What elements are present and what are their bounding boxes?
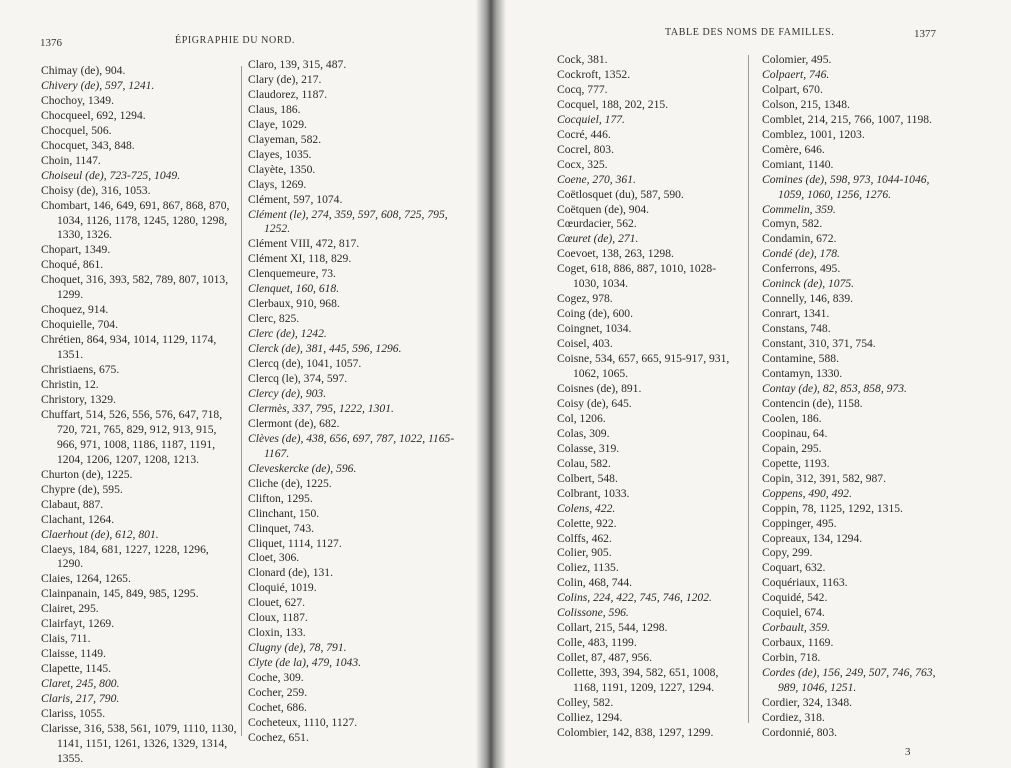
index-entry: Clary (de), 217.	[248, 72, 322, 86]
index-entry: Coisne, 534, 657, 665, 915-917, 931, 1062, 1065.	[557, 352, 730, 381]
index-entry: Cock, 381.	[557, 53, 608, 66]
index-entry: Chocquet, 343, 848.	[41, 138, 135, 152]
index-entry: Coene, 270, 361.	[557, 172, 636, 186]
index-entry: Chimay (de), 904.	[41, 64, 126, 77]
index-entry: Colin, 468, 744.	[557, 576, 633, 590]
index-entry: Coëtlosquet (du), 587, 590.	[557, 187, 684, 201]
index-entry: Contamyn, 1330.	[762, 367, 843, 381]
index-entry: Coquart, 632.	[762, 561, 826, 575]
index-entry: Comère, 646.	[762, 142, 825, 156]
index-entry: Choquet, 316, 393, 582, 789, 807, 1013, 1299.	[41, 273, 229, 302]
index-entry: Choin, 1147.	[41, 153, 101, 167]
index-entry: Contamine, 588.	[762, 352, 839, 366]
index-entry: Coget, 618, 886, 887, 1010, 1028-1030, 1034.	[557, 262, 717, 291]
index-entry: Claeys, 184, 681, 1227, 1228, 1296, 1290.	[41, 542, 209, 571]
index-entry: Clifton, 1295.	[248, 491, 313, 505]
index-entry: Claisse, 1149.	[41, 647, 106, 661]
index-entry: Chypre (de), 595.	[41, 482, 123, 496]
index-entry: Coppinger, 495.	[762, 516, 837, 530]
index-entry: Condamin, 672.	[762, 232, 837, 246]
index-entry: Clarisse, 316, 538, 561, 1079, 1110, 1130, 1141, 1151, 1261, 1326, 1329, 1314, 1355.	[41, 721, 237, 765]
index-entry: Clercy (de), 903.	[248, 386, 327, 400]
index-entry: Clachant, 1264.	[41, 512, 115, 526]
index-entry: Claro, 139, 315, 487.	[248, 58, 347, 71]
index-entry: Col, 1206.	[557, 411, 606, 425]
index-entry: Contencin (de), 1158.	[762, 396, 863, 410]
index-entry: Clément VIII, 472, 817.	[248, 237, 360, 251]
index-entry: Cleveskercke (de), 596.	[248, 461, 357, 475]
index-entry: Christory, 1329.	[41, 392, 116, 406]
index-entry: Coppin, 78, 1125, 1292, 1315.	[762, 501, 903, 515]
index-entry: Chrétien, 864, 934, 1014, 1129, 1174, 1351.	[41, 333, 217, 362]
book-gutter	[476, 0, 506, 768]
index-entry: Comblet, 214, 215, 766, 1007, 1198.	[762, 112, 932, 126]
index-entry: Coopinau, 64.	[762, 426, 828, 440]
index-entry: Coisel, 403.	[557, 337, 613, 351]
index-entry: Clément (le), 274, 359, 597, 608, 725, 795, 1252.	[248, 207, 448, 236]
index-entry: Colombier, 142, 838, 1297, 1299.	[557, 725, 714, 739]
index-entry: Corbin, 718.	[762, 651, 821, 665]
index-entry: Clermès, 337, 795, 1222, 1301.	[248, 401, 394, 415]
index-entry: Clerc (de), 1242.	[248, 327, 327, 341]
index-entry: Clabaut, 887.	[41, 497, 104, 511]
index-entry: Chopart, 1349.	[41, 243, 111, 257]
index-entry: Cocheteux, 1110, 1127.	[248, 715, 358, 729]
index-entry: Coevoet, 138, 263, 1298.	[557, 247, 674, 261]
running-header-left: ÉPIGRAPHIE DU NORD.	[175, 35, 296, 46]
index-entry: Cocré, 446.	[557, 127, 611, 141]
index-entry: Cloquié, 1019.	[248, 581, 317, 595]
index-entry: Clément, 597, 1074.	[248, 192, 343, 206]
index-entry: Colley, 582.	[557, 695, 614, 709]
index-entry: Contay (de), 82, 853, 858, 973.	[762, 381, 907, 395]
index-entry: Cliche (de), 1225.	[248, 476, 332, 490]
index-entry: Clèves (de), 438, 656, 697, 787, 1022, 1165-1167.	[248, 431, 455, 460]
index-entry: Copreaux, 134, 1294.	[762, 531, 863, 545]
index-entry: Copin, 312, 391, 582, 987.	[762, 471, 886, 485]
index-entry: Cordes (de), 156, 249, 507, 746, 763, 989, 1046, 1251.	[762, 666, 936, 695]
index-entry: Coingnet, 1034.	[557, 322, 632, 336]
index-entry: Colpart, 670.	[762, 82, 823, 96]
index-entry: Clenquemeure, 73.	[248, 267, 336, 281]
index-entry: Clinquet, 743.	[248, 521, 315, 535]
index-entry: Colissone, 596.	[557, 606, 629, 620]
index-entry: Comiant, 1140.	[762, 157, 834, 171]
index-entry: Corbault, 359.	[762, 621, 830, 635]
index-entry: Colffs, 462.	[557, 531, 612, 545]
index-entry: Colier, 905.	[557, 546, 612, 560]
index-entry: Clais, 711.	[41, 632, 91, 646]
index-entry: Colle, 483, 1199.	[557, 636, 637, 650]
index-entry: Colette, 922.	[557, 516, 617, 530]
index-entry: Clugny (de), 78, 791.	[248, 641, 347, 655]
index-entry: Clouet, 627.	[248, 596, 306, 610]
index-entry: Cloxin, 133.	[248, 626, 306, 640]
index-entry: Clairet, 295.	[41, 602, 99, 616]
index-entry: Colins, 224, 422, 745, 746, 1202.	[557, 591, 712, 605]
index-entry: Colpaert, 746.	[762, 67, 830, 81]
index-entry: Clayète, 1350.	[248, 162, 316, 176]
index-entry: Christin, 12.	[41, 378, 99, 392]
index-entry: Clariss, 1055.	[41, 706, 106, 720]
running-header-right: TABLE DES NOMS DE FAMILLES.	[665, 27, 835, 38]
index-entry: Churton (de), 1225.	[41, 467, 133, 481]
column-rule-right	[748, 55, 749, 723]
index-entry: Clinchant, 150.	[248, 506, 320, 520]
index-entry: Cordonnié, 803.	[762, 725, 838, 739]
index-entry: Clermont (de), 682.	[248, 416, 340, 430]
index-entry: Cogez, 978.	[557, 292, 613, 306]
index-entry: Cocher, 259.	[248, 686, 308, 700]
index-column-left-1	[41, 64, 237, 767]
index-entry: Choisy (de), 316, 1053.	[41, 183, 151, 197]
index-column-right-1	[557, 53, 742, 741]
index-entry: Coolen, 186.	[762, 411, 822, 425]
index-entry: Coppens, 490, 492.	[762, 486, 852, 500]
index-entry: Coquidé, 542.	[762, 591, 828, 605]
index-entry: Clays, 1269.	[248, 177, 307, 191]
index-entry: Claret, 245, 800.	[41, 677, 120, 691]
index-entry: Chombart, 146, 649, 691, 867, 868, 870, 1034, 1126, 1178, 1245, 1280, 1298, 1330, 1326.	[41, 198, 230, 242]
index-entry: Coisy (de), 645.	[557, 396, 632, 410]
index-entry: Coquériaux, 1163.	[762, 576, 848, 590]
index-entry: Cocq, 777.	[557, 82, 608, 96]
index-entry: Cockroft, 1352.	[557, 67, 631, 81]
index-entry: Coche, 309.	[248, 671, 304, 685]
index-entry: Coquiel, 674.	[762, 606, 825, 620]
index-entry: Constans, 748.	[762, 322, 831, 336]
index-entry: Coisnes (de), 891.	[557, 381, 642, 395]
index-entry: Cliquet, 1114, 1127.	[248, 536, 342, 550]
index-entry: Connelly, 146, 839.	[762, 292, 854, 306]
index-entry: Choqué, 861.	[41, 258, 104, 272]
index-entry: Clercq (de), 1041, 1057.	[248, 357, 362, 371]
index-entry: Chuffart, 514, 526, 556, 576, 647, 718, 720, 721, 765, 829, 912, 913, 915, 966, 971, 1008, 1186, 1187, 1191, 1204, 1206, 1207, 1208, 1213.	[41, 407, 223, 466]
page-number-left: 1376	[40, 37, 62, 49]
index-entry: Corbaux, 1169.	[762, 636, 834, 650]
index-entry: Cordiez, 318.	[762, 710, 825, 724]
index-entry: Comblez, 1001, 1203.	[762, 127, 865, 141]
signature-mark: 3	[905, 746, 911, 758]
index-entry: Cocrel, 803.	[557, 142, 614, 156]
index-entry: Clyte (de la), 479, 1043.	[248, 656, 362, 670]
index-entry: Chocquel, 506.	[41, 123, 112, 137]
index-entry: Conferrons, 495.	[762, 262, 841, 276]
index-entry: Coing (de), 600.	[557, 307, 633, 321]
index-entry: Clayeman, 582.	[248, 132, 322, 146]
index-entry: Conrart, 1341.	[762, 307, 830, 321]
index-entry: Chochoy, 1349.	[41, 93, 114, 107]
index-entry: Colasse, 319.	[557, 441, 620, 455]
index-entry: Choiseul (de), 723-725, 1049.	[41, 168, 181, 182]
index-entry: Chivery (de), 597, 1241.	[41, 78, 155, 92]
index-entry: Colomier, 495.	[762, 53, 832, 66]
index-entry: Clapette, 1145.	[41, 662, 112, 676]
index-entry: Clément XI, 118, 829.	[248, 252, 352, 266]
index-entry: Claus, 186.	[248, 102, 301, 116]
index-entry: Cœuret (de), 271.	[557, 232, 639, 246]
index-entry: Clairfayt, 1269.	[41, 617, 115, 631]
index-entry: Chocqueel, 692, 1294.	[41, 108, 146, 122]
index-entry: Cocx, 325.	[557, 157, 608, 171]
index-entry: Colson, 215, 1348.	[762, 97, 850, 111]
index-entry: Colliez, 1294.	[557, 710, 623, 724]
index-entry: Clenquet, 160, 618.	[248, 282, 340, 296]
index-entry: Clercq (le), 374, 597.	[248, 372, 348, 386]
index-entry: Cochez, 651.	[248, 730, 309, 744]
index-entry: Christiaens, 675.	[41, 363, 120, 377]
index-column-right-2	[762, 53, 948, 741]
index-entry: Cochet, 686.	[248, 700, 307, 714]
index-entry: Coninck (de), 1075.	[762, 277, 855, 291]
index-entry: Cloux, 1187.	[248, 611, 308, 625]
index-entry: Comines (de), 598, 973, 1044-1046, 1059, 1060, 1256, 1276.	[762, 172, 930, 201]
index-entry: Cocquiel, 177.	[557, 112, 625, 126]
index-entry: Colbert, 548.	[557, 471, 618, 485]
index-entry: Clonard (de), 131.	[248, 566, 334, 580]
index-entry: Collart, 215, 544, 1298.	[557, 621, 668, 635]
index-entry: Colau, 582.	[557, 456, 611, 470]
index-entry: Cocquel, 188, 202, 215.	[557, 97, 669, 111]
index-entry: Claies, 1264, 1265.	[41, 572, 131, 586]
index-entry: Comyn, 582.	[762, 217, 823, 231]
index-entry: Choquielle, 704.	[41, 318, 118, 332]
index-entry: Colas, 309.	[557, 426, 610, 440]
index-entry: Clerbaux, 910, 968.	[248, 297, 340, 311]
index-entry: Cordier, 324, 1348.	[762, 695, 853, 709]
column-rule-left	[241, 66, 242, 736]
index-entry: Claris, 217, 790.	[41, 692, 120, 706]
index-entry: Collet, 87, 487, 956.	[557, 651, 653, 665]
index-entry: Clerck (de), 381, 445, 596, 1296.	[248, 342, 402, 356]
index-entry: Coliez, 1135.	[557, 561, 619, 575]
index-entry: Condé (de), 178.	[762, 247, 840, 261]
index-entry: Clayes, 1035.	[248, 147, 312, 161]
index-entry: Choquez, 914.	[41, 303, 109, 317]
index-column-left-2	[248, 58, 466, 746]
index-entry: Collette, 393, 394, 582, 651, 1008, 1168, 1191, 1209, 1227, 1294.	[557, 666, 719, 695]
index-entry: Claudorez, 1187.	[248, 87, 328, 101]
index-entry: Cloet, 306.	[248, 551, 300, 565]
index-entry: Clerc, 825.	[248, 312, 300, 326]
index-entry: Clainpanain, 145, 849, 985, 1295.	[41, 587, 199, 601]
index-entry: Colens, 422.	[557, 501, 616, 515]
index-entry: Copain, 295.	[762, 441, 822, 455]
index-entry: Copette, 1193.	[762, 456, 830, 470]
index-entry: Commelin, 359.	[762, 202, 836, 216]
index-entry: Copy, 299.	[762, 546, 813, 560]
index-entry: Claye, 1029.	[248, 117, 307, 131]
index-entry: Cœurdacier, 562.	[557, 217, 637, 231]
index-entry: Claerhout (de), 612, 801.	[41, 527, 159, 541]
index-entry: Constant, 310, 371, 754.	[762, 337, 876, 351]
page-number-right: 1377	[914, 28, 936, 40]
index-entry: Coëtquen (de), 904.	[557, 202, 650, 216]
index-entry: Colbrant, 1033.	[557, 486, 630, 500]
